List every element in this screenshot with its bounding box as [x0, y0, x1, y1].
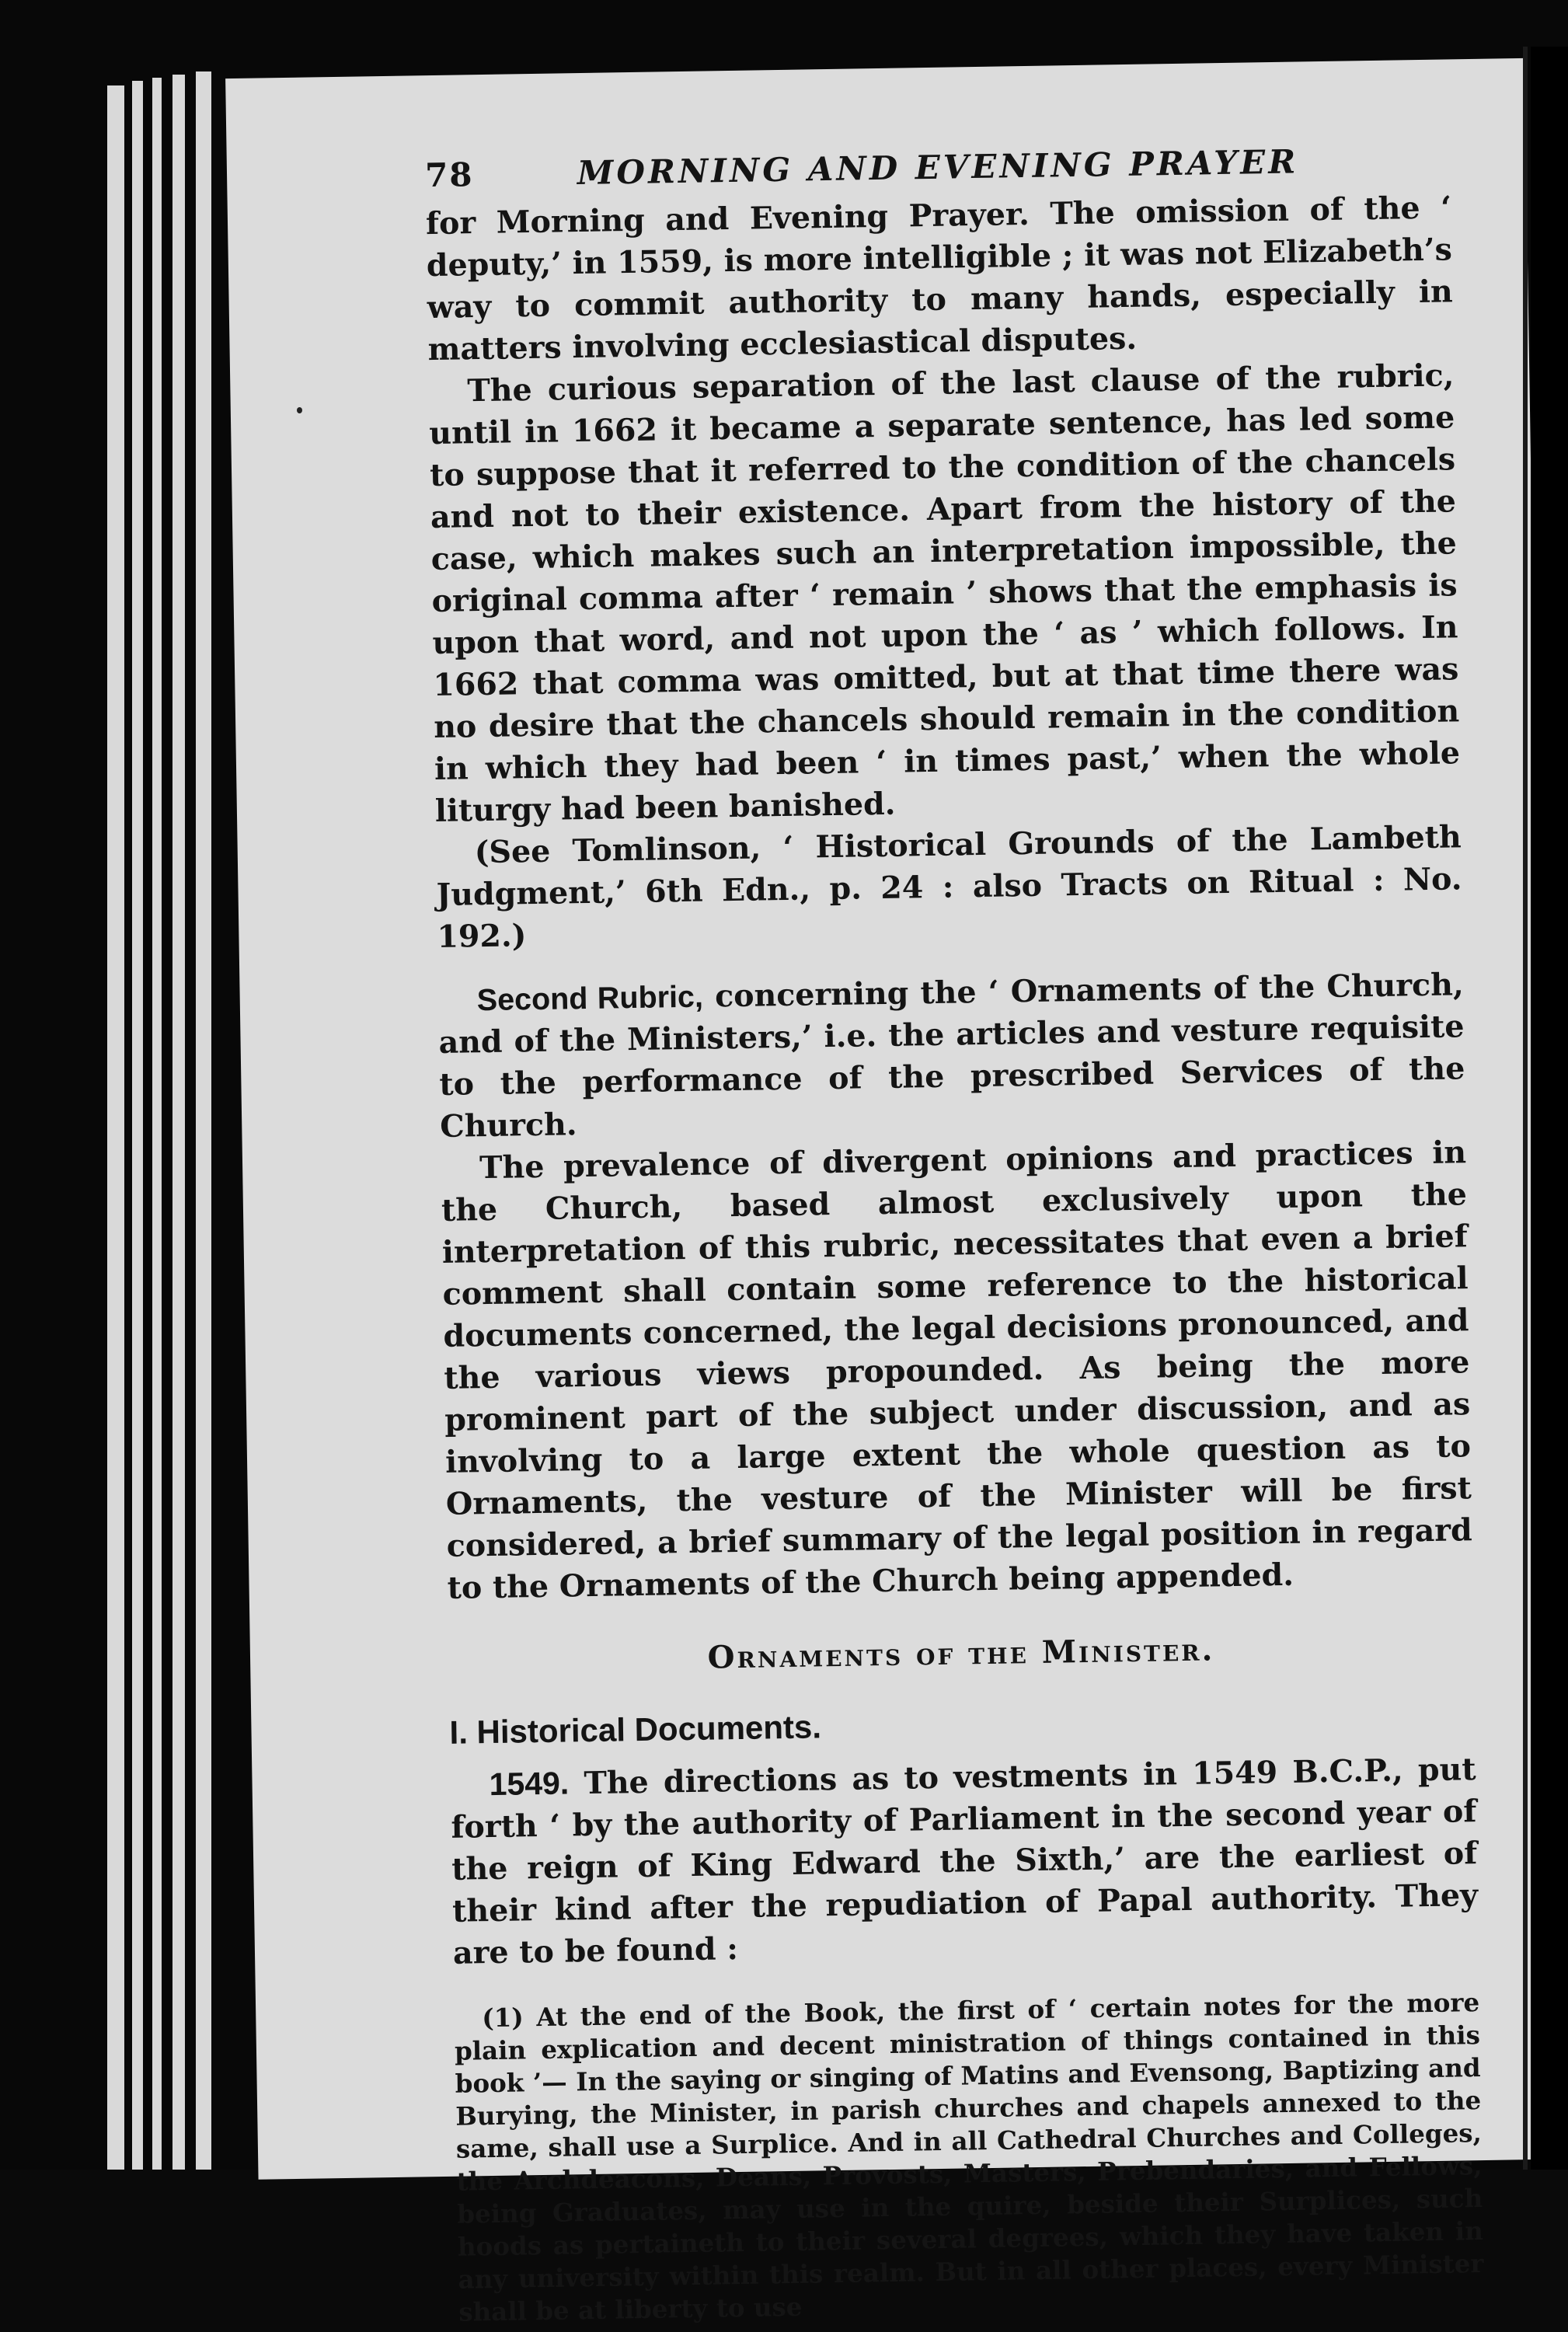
- page-edge: [172, 75, 185, 2170]
- section-heading: Ornaments of the Minister.: [707, 1631, 1215, 1676]
- subheading: I. Historical Documents.: [449, 1708, 822, 1751]
- entry-1549: [450, 1748, 1479, 1975]
- page-edge: [152, 78, 162, 2170]
- page-edge: [196, 71, 211, 2170]
- paragraph-1: for Morning and Evening Prayer. The omission of the ‘ deputy,’ in 1559, is more intelligible ; it was not Elizabeth’s way to commit authority to many hands, especially in matters involving ecclesiastical disputes.: [425, 190, 1453, 368]
- running-title: MORNING AND EVENING PRAYER: [577, 142, 1299, 193]
- book-page: [225, 58, 1557, 2327]
- entry-year: 1549.: [489, 1765, 570, 1803]
- page-edge: [107, 85, 124, 2170]
- next-page-edge: [1523, 47, 1528, 2170]
- second-rubric-lead: Second Rubric,: [476, 979, 704, 1018]
- entry-text: The directions as to vestments in 1549 B.C.P., put forth ‘ by the authority of Parliament in the second year of the reign of King Edward the Sixth,’ are the earliest of their kind after the repudiation of Papal authority. They are to be found :: [451, 1752, 1479, 1971]
- page-edge: [132, 81, 143, 2170]
- paragraph-5: The prevalence of divergent opinions and practices in the Church, based almost exclusively upon the interpretation of this rubric, necessitates that even a brief comment shall contain some reference to the historical documents concerned, the legal decisions pronounced, and the various views propounded. As being the more prominent part of the subject under discussion, and as involving to a large extent the whole question as to Ornaments, the vesture of the Minister will be first considered, a brief summary of the legal position in regard to the Ornaments of the Church being appended.: [441, 1135, 1473, 1606]
- right-shadow: [1531, 47, 1568, 2170]
- margin-speck: [297, 407, 302, 413]
- page-number: 78: [424, 155, 474, 195]
- page-text: [425, 140, 1485, 2328]
- footnote-1: (1) At the end of the Book, the first of ‘ certain notes for the more plain explication and decent ministration of things contained in this book ’— In the saying or singing of Matins and Evensong, Baptizing and Burying, the Minister, in parish churches and chapels annexed to the same, shall use a Surplice. And in all Cathedral Churches and Colleges, the Archdeacons, Deans, Provosts, Masters, Prebendaries, and Fellows, being Graduates, may use in the quire, beside their Surplices, such hoods as pertaineth to their several degrees, which they have taken in any university within this realm. But in all other places, every Minister shall be at liberty to use: [454, 1987, 1484, 2327]
- paragraph-4: [437, 964, 1465, 1148]
- paragraph-4-text: concerning the ‘ Ornaments of the Church, and of the Ministers,’ i.e. the articles and vesture requisite to the performance of the prescribed Services of the Church.: [438, 967, 1465, 1145]
- paragraph-2: The curious separation of the last clause of the rubric, until in 1662 it became a separate sentence, has led some to suppose that it referred to the condition of the chancels and not to their existence. Apart from the history of the case, which makes such an interpretation impossible, the original comma after ‘ remain ’ shows that the emphasis is upon that word, and not upon the ‘ as ’ which follows. In 1662 that comma was omitted, but at that time there was no desire that the chancels should remain in the condition in which they had been ‘ in times past,’ when the whole liturgy had been banished.: [428, 357, 1461, 830]
- paragraph-3: (See Tomlinson, ‘ Historical Grounds of the Lambeth Judgment,’ 6th Edn., p. 24 : also Tracts on Ritual : No. 192.): [436, 819, 1462, 955]
